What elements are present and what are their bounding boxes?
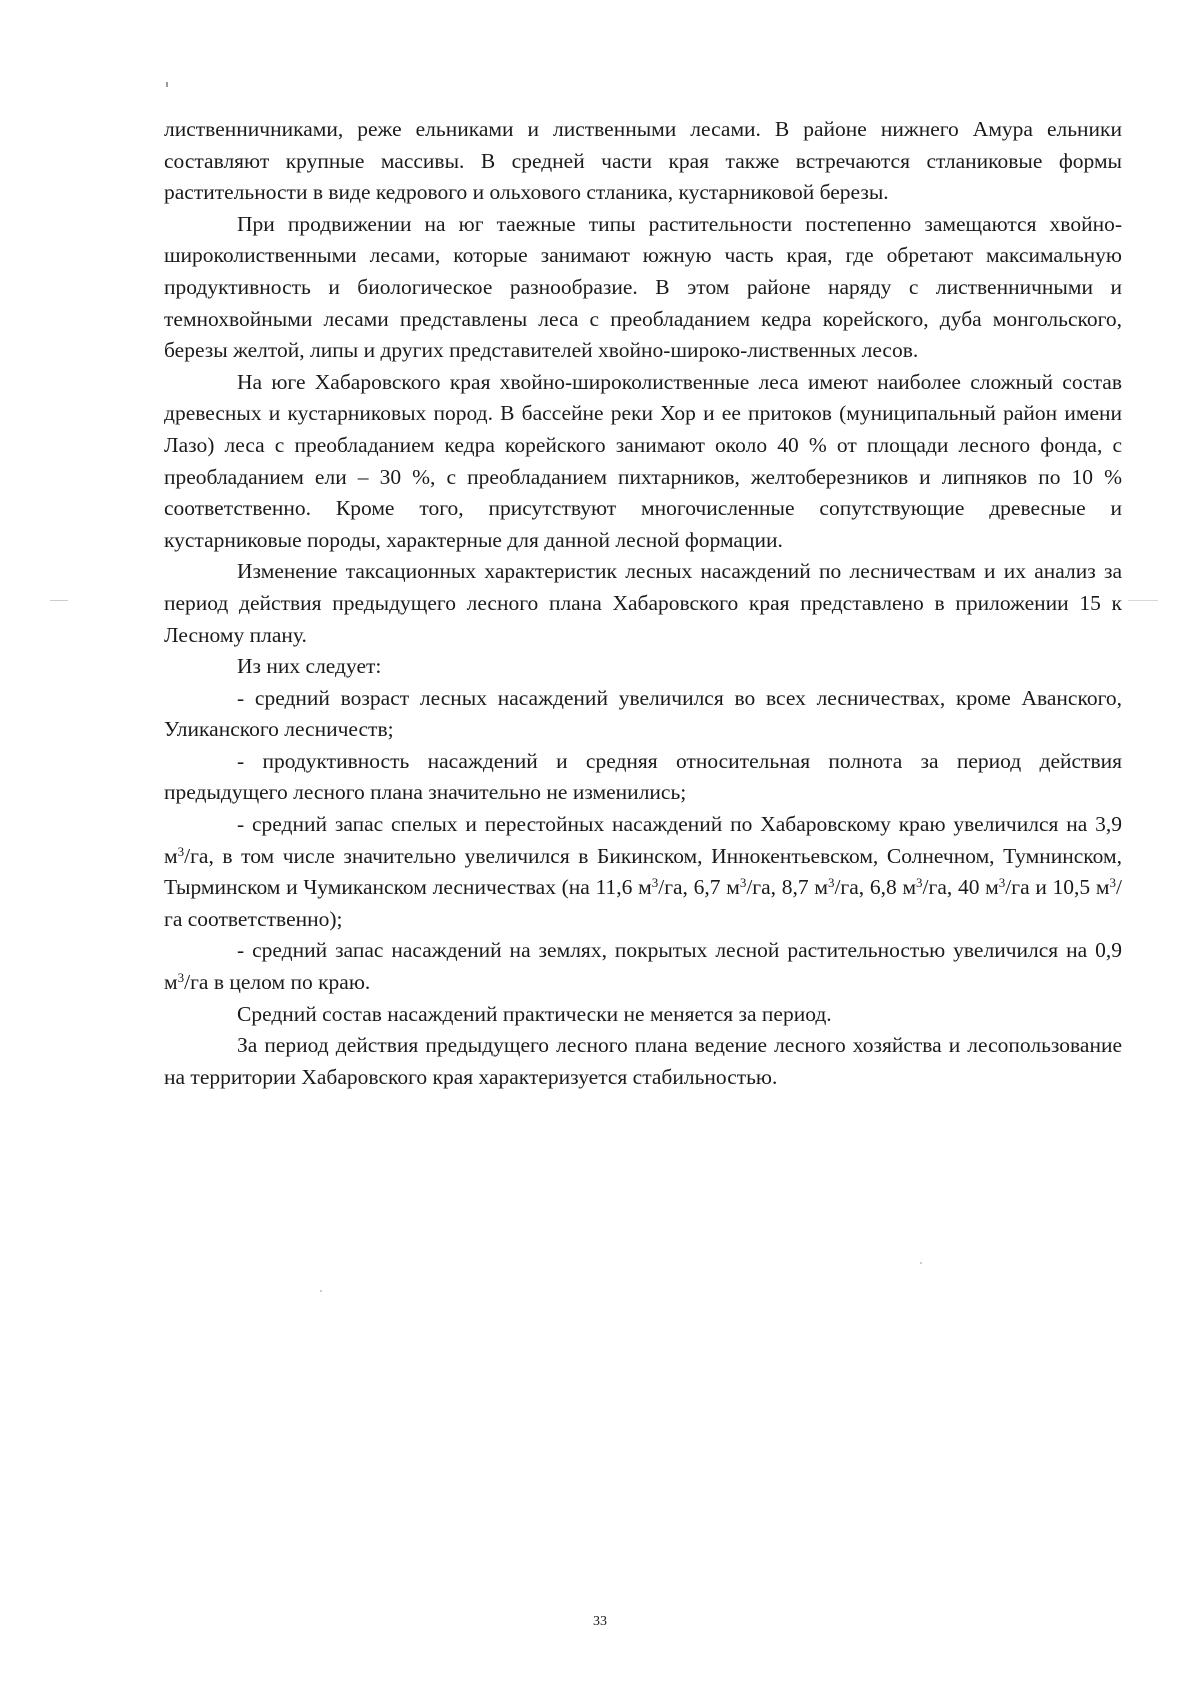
superscript: 3 (177, 843, 185, 859)
text-run: /га и 10,5 м (1005, 875, 1110, 900)
superscript: 3 (177, 969, 185, 985)
text-run: - средний запас насаждений на землях, покрытых лесной растительностью увеличился на 0,9 м (164, 938, 1122, 995)
paragraph: На юге Хабаровского края хвойно-широколиственные леса имеют наиболее сложный состав древесных и кустарниковых пород. В бассейне реки Хор и ее притоков (муниципальный район имени Лазо) леса с преобладанием кедра корейского занимают около 40 % от площади лесного фонда, с преобладанием ели – 30 %, с преобладанием пихтарников, желтоберезников и липняков по 10 % соответственно. Кроме того, присутствуют многочисленные сопутствующие древесные и кустарниковые породы, характерные для данной лесной формации. (164, 369, 1122, 552)
list-item: - продуктивность насаждений и средняя относительная полнота за период действия предыдущего лесного плана значительно не изменились; (164, 748, 1122, 805)
scan-speck (50, 600, 68, 601)
paragraph: лиственничниками, реже ельниками и лиственными лесами. В районе нижнего Амура ельники составляют крупные массивы. В средней части края также встречаются стланиковые формы растительности в виде кедрового и ольхового стланика, кустарниковой березы. (164, 117, 1122, 205)
superscript: 3 (998, 875, 1006, 891)
text-run: /га соответственно); (164, 875, 1122, 931)
superscript: 3 (1109, 875, 1116, 891)
text-run: /га, 8,7 м (746, 875, 828, 900)
superscript: 3 (739, 875, 747, 891)
scan-speck (320, 1290, 322, 1292)
list-item (164, 809, 1122, 935)
paragraph: За период действия предыдущего лесного плана ведение лесного хозяйства и лесопользование на территории Хабаровского края характеризуется стабильностью. (164, 1033, 1122, 1089)
text-run: /га, 40 м (922, 875, 999, 900)
superscript: 3 (651, 875, 659, 891)
paragraph: Изменение таксационных характеристик лесных насаждений по лесничествам и их анализ за период действия предыдущего лесного плана Хабаровского края представлено в приложении 15 к Лесному плану. (164, 559, 1122, 647)
scan-speck (1128, 600, 1158, 601)
superscript: 3 (827, 875, 835, 891)
text-run: /га, 6,7 м (658, 875, 740, 900)
text-run: /га, 6,8 м (834, 875, 917, 900)
scan-speck (166, 82, 168, 87)
text-run: /га, в том числе значительно увеличился в Бикинском, Иннокентьевском, Солнечном, Тумнинском, Тырминском и Чумиканском лесничествах (на 11,6 м (164, 843, 1122, 900)
page-number: 33 (593, 1614, 607, 1629)
list-item: - средний возраст лесных насаждений увеличился во всех лесничествах, кроме Аванского, Уликанского лесничеств; (164, 685, 1122, 742)
text-run: /га в целом по краю. (184, 970, 371, 995)
list-item (164, 935, 1122, 998)
paragraph: Средний состав насаждений практически не меняется за период. (237, 1001, 832, 1026)
document-body (164, 114, 1122, 1093)
paragraph: Из них следует: (237, 654, 382, 679)
superscript: 3 (916, 875, 923, 891)
paragraph: При продвижении на юг таежные типы растительности постепенно замещаются хвойно-широколиственными лесами, которые занимают южную часть края, где обретают максимальную продуктивность и биологическое разнообразие. В этом районе наряду с лиственничными и темнохвойными лесами представлены леса с преобладанием кедра корейского, дуба монгольского, березы желтой, липы и других представителей хвойно-широко-лиственных лесов. (164, 211, 1122, 363)
text-run: - средний запас спелых и перестойных насаждений по Хабаровскому краю увеличился на 3,9 м (164, 812, 1122, 868)
scan-speck (920, 1262, 922, 1264)
